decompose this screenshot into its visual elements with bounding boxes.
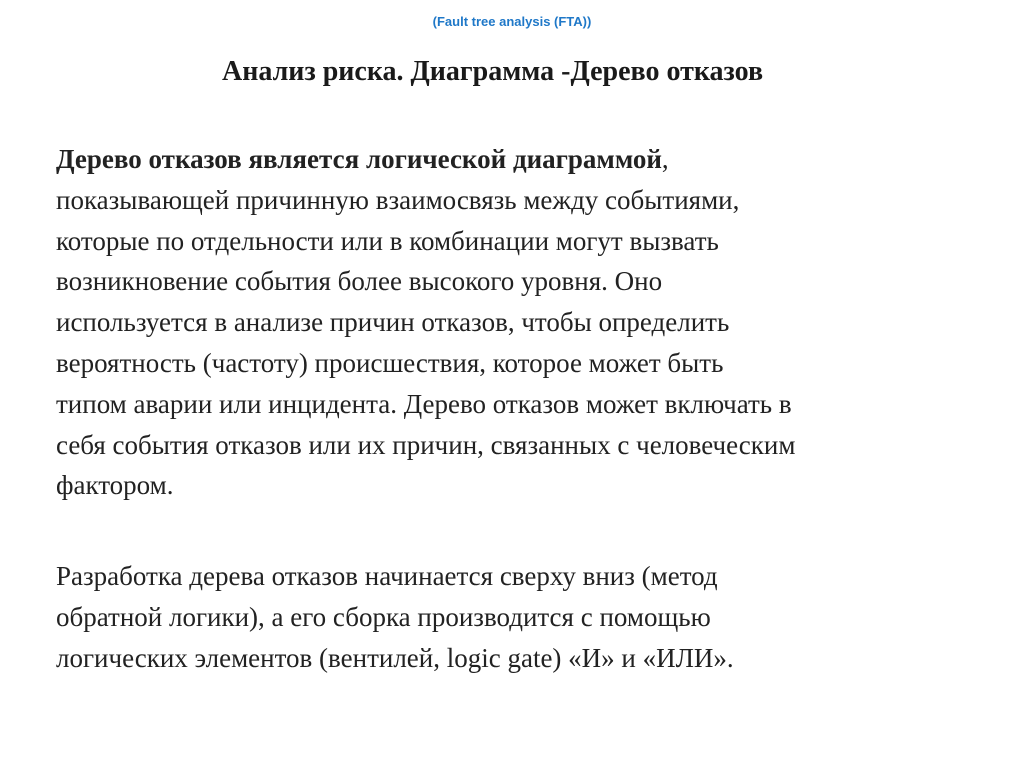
bold-term: Дерево отказов является логической диаграммой (56, 144, 662, 174)
paragraph-line: используется в анализе причин отказов, чтобы определить (56, 307, 730, 338)
paragraph-definition (56, 139, 1006, 506)
comma: , (661, 144, 669, 174)
slide-title: Анализ риска. Диаграмма -Дерево отказов (222, 56, 764, 87)
paragraph-line: типом аварии или инцидента. Дерево отказов может включать в (56, 388, 792, 419)
paragraph-line: логических элементов (вентилей, logic gate) «И» и «ИЛИ». (56, 642, 734, 673)
paragraph-line: вероятность (частоту) происшествия, которое может быть (56, 347, 724, 378)
paragraph-line (56, 139, 1006, 180)
paragraph-line: показывающей причинную взаимосвязь между событиями, (56, 184, 740, 215)
paragraph-line: которые по отдельности или в комбинации могут вызвать (56, 225, 719, 256)
paragraph-line: обратной логики), а его сборка производится с помощью (56, 601, 711, 632)
paragraph-line: возникновение события более высокого уровня. Оно (56, 266, 663, 297)
paragraph-line: себя события отказов или их причин, связанных с человеческим (56, 429, 796, 460)
paragraph-development (56, 556, 1006, 678)
paragraph-line: фактором. (56, 470, 174, 501)
slide-subtitle: (Fault tree analysis (FTA)) (432, 14, 592, 29)
paragraph-line: Разработка дерева отказов начинается сверху вниз (метод (56, 561, 718, 591)
